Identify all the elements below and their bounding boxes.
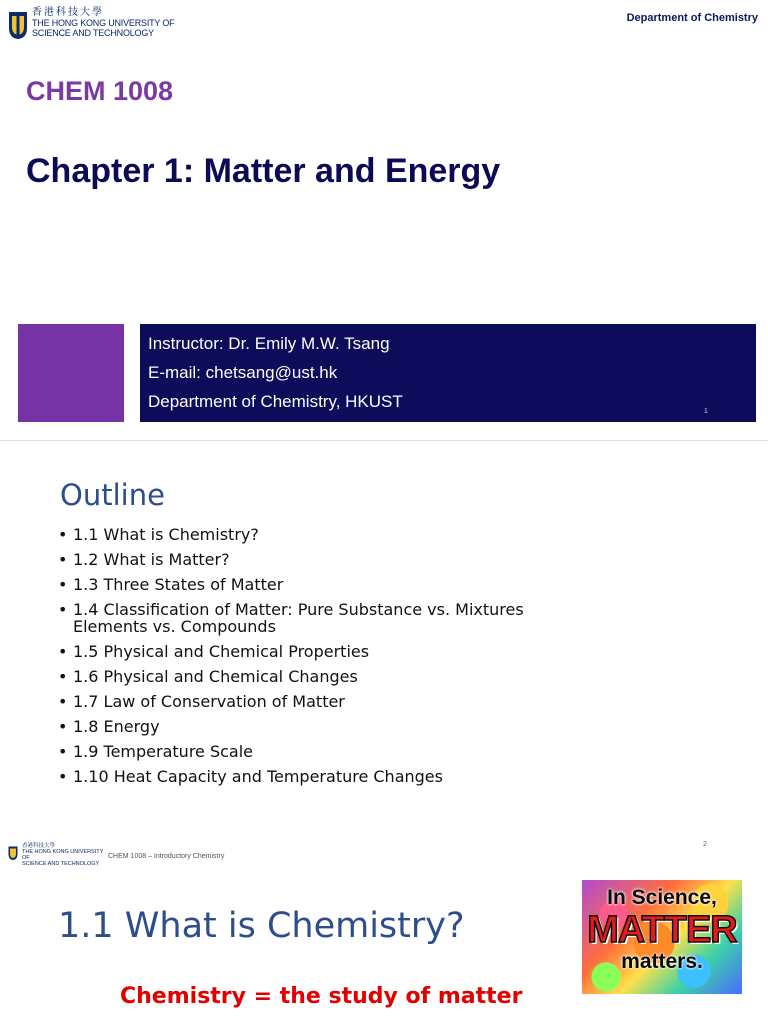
instructor-info-panel: [140, 324, 756, 422]
list-item: • 1.8 Energy: [58, 718, 738, 735]
list-item: • 1.10 Heat Capacity and Temperature Changes: [58, 768, 738, 785]
instructor-email: E-mail: chetsang@ust.hk: [148, 363, 338, 382]
logo-chinese: 香港科技大學: [32, 7, 104, 18]
list-item: • 1.5 Physical and Chemical Properties: [58, 643, 738, 660]
hkust-logo: [6, 6, 196, 46]
list-item: • 1.4 Classification of Matter: Pure Substance vs. Mixtures Elements vs. Compounds: [58, 601, 738, 635]
list-item: • 1.2 What is Matter?: [58, 551, 738, 568]
slide2-page-number: 2: [703, 841, 707, 848]
hkust-crest-icon: [8, 10, 28, 40]
logo-line2: SCIENCE AND TECHNOLOGY: [32, 28, 154, 38]
outline-list: [58, 526, 738, 793]
list-item: • 1.7 Law of Conservation of Matter: [58, 693, 738, 710]
slide1-page-number: 1: [704, 408, 708, 415]
instructor-name: Instructor: Dr. Emily M.W. Tsang: [148, 334, 390, 353]
department-header: Department of Chemistry: [626, 12, 758, 24]
slide-divider: [0, 440, 768, 441]
footer-course: CHEM 1008 – Introductory Chemistry: [108, 853, 225, 860]
course-code: CHEM 1008: [26, 76, 174, 106]
purple-accent-block: [18, 324, 124, 422]
section-title: 1.1 What is Chemistry?: [58, 906, 465, 946]
footer-logo: [8, 843, 108, 865]
chapter-title: Chapter 1: Matter and Energy: [26, 152, 501, 190]
list-item-subline: Elements vs. Compounds: [73, 617, 276, 636]
hkust-crest-icon: [8, 845, 18, 861]
list-item: • 1.9 Temperature Scale: [58, 743, 738, 760]
footer-logo-text: 香港科技大學 THE HONG KONG UNIVERSITY OF SCIENCE AND TECHNOLOGY: [22, 843, 104, 867]
logo-line1: THE HONG KONG UNIVERSITY OF: [32, 18, 175, 28]
logo-text: [32, 8, 174, 38]
chemistry-definition: Chemistry = the study of matter: [120, 984, 523, 1009]
image-text-line1: In Science,: [607, 886, 717, 909]
list-item: • 1.3 Three States of Matter: [58, 576, 738, 593]
image-text-line2: MATTER: [587, 909, 737, 951]
outline-title: Outline: [60, 478, 165, 512]
matter-matters-image: [582, 880, 742, 994]
list-item: • 1.6 Physical and Chemical Changes: [58, 668, 738, 685]
image-text-line3: matters.: [621, 950, 703, 973]
instructor-department: Department of Chemistry, HKUST: [148, 392, 403, 411]
list-item: • 1.1 What is Chemistry?: [58, 526, 738, 543]
